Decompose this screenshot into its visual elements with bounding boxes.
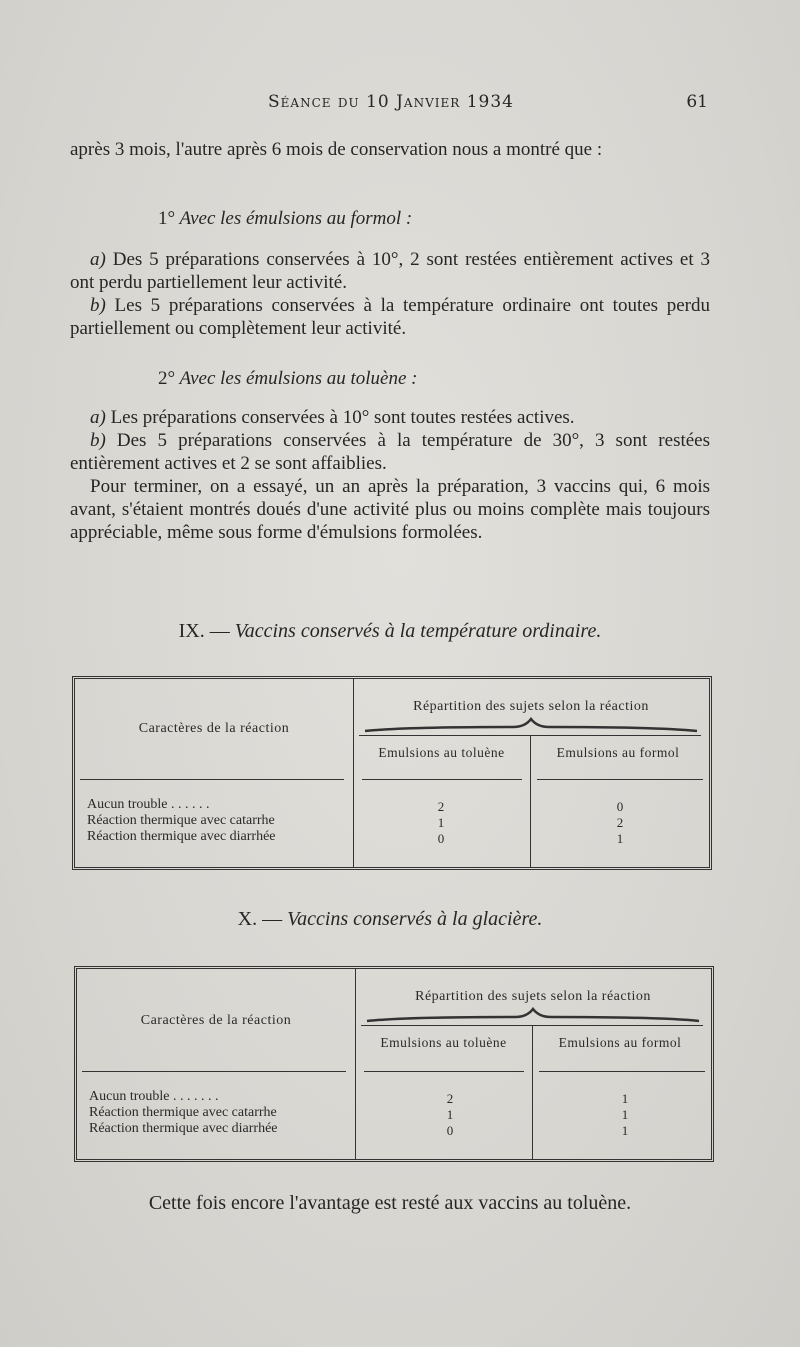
item-label: b) [90, 295, 106, 316]
section1-item-b [70, 294, 710, 340]
header-rule [362, 779, 522, 780]
table9-caption [70, 620, 710, 643]
section2-heading [158, 368, 418, 390]
group-rule [361, 1025, 703, 1026]
table10-toluene-value: 0 [446, 1123, 454, 1138]
section1-body [70, 248, 710, 340]
section2-title: Avec les émulsions au toluène : [179, 368, 418, 389]
table9-row-label: Aucun trouble . . . . . . [87, 797, 210, 812]
brace-icon [363, 717, 699, 735]
table9-formol-value: 2 [616, 815, 624, 830]
conclusion-paragraph: Pour terminer, on a essayé, un an après la préparation, 3 vaccins qui, 6 mois avant, s'étaient montrés doués d'une activité plus ou moins complète mais toujours appréciable, même sous forme d'émulsions formolées. [70, 476, 710, 543]
header-rule [537, 779, 703, 780]
table9-row-label: Réaction thermique avec catarrhe [87, 813, 275, 828]
item-text: Des 5 préparations conservées à la température de 30°, 3 sont restées entièrement actives et 2 se sont affaiblies. [70, 430, 710, 474]
table10-row-label: Réaction thermique avec catarrhe [89, 1105, 277, 1120]
section2-number: 2° [158, 368, 176, 389]
section1-heading [158, 208, 412, 230]
section1-number: 1° [158, 208, 176, 229]
section1-item-a [70, 248, 710, 294]
header-rule [364, 1071, 524, 1072]
table9-formol-value: 0 [616, 799, 624, 814]
table10-row-label: Aucun trouble . . . . . . . [89, 1089, 219, 1104]
table10-toluene-value: 2 [446, 1091, 454, 1106]
intro-text: après 3 mois, l'autre après 6 mois de conservation nous a montré que : [70, 139, 603, 160]
item-text: Les 5 préparations conservées à la température ordinaire ont toutes perdu partiellement ou complètement leur activité. [70, 295, 711, 339]
item-label: a) [90, 249, 106, 270]
table10-col-caracteres: Caractères de la réaction [140, 1013, 292, 1028]
table10-col-toluene: Emulsions au toluène [380, 1035, 507, 1050]
table10-formol-value: 1 [621, 1123, 629, 1138]
table10-toluene-value: 1 [446, 1107, 454, 1122]
table9-col-toluene: Emulsions au toluène [378, 745, 505, 760]
table10-number: X. — [237, 908, 283, 930]
table10-caption [70, 908, 710, 931]
table9-formol-value: 1 [616, 831, 624, 846]
table10-col-formol: Emulsions au formol [558, 1035, 682, 1050]
brace-icon [365, 1007, 701, 1025]
table9 [72, 676, 712, 870]
table9-title: Vaccins conservés à la température ordinaire. [234, 620, 602, 642]
table10 [74, 966, 714, 1162]
table9-col-caracteres: Caractères de la réaction [138, 721, 290, 736]
item-text: Les préparations conservées à 10° sont toutes restées actives. [110, 407, 575, 428]
table10-row-label: Réaction thermique avec diarrhée [89, 1121, 278, 1136]
item-label: a) [90, 407, 106, 428]
section2-item-b [70, 429, 710, 475]
intro-paragraph [70, 138, 710, 161]
table9-toluene-value: 1 [437, 815, 445, 830]
page-number: 61 [686, 92, 708, 112]
table10-col-group: Répartition des sujets selon la réaction [415, 989, 651, 1004]
running-header [70, 92, 712, 118]
section1-title: Avec les émulsions au formol : [179, 208, 413, 229]
table9-number: IX. — [178, 620, 230, 642]
item-label: b) [90, 430, 106, 451]
header-rule [80, 779, 344, 780]
section2-item-a [70, 406, 710, 429]
table9-row-label: Réaction thermique avec diarrhée [87, 829, 276, 844]
table9-toluene-value: 2 [437, 799, 445, 814]
header-title: Séance du 10 Janvier 1934 [268, 92, 514, 112]
header-rule [539, 1071, 705, 1072]
table9-col-formol: Emulsions au formol [556, 745, 680, 760]
header-rule [82, 1071, 346, 1072]
table10-formol-value: 1 [621, 1107, 629, 1122]
section2-body [70, 406, 710, 544]
item-text: Des 5 préparations conservées à 10°, 2 sont restées entièrement actives et 3 ont perdu partiellement leur activité. [70, 249, 710, 293]
table10-formol-value: 1 [621, 1091, 629, 1106]
table10-title: Vaccins conservés à la glacière. [287, 908, 543, 930]
closing-sentence: Cette fois encore l'avantage est resté aux vaccins au toluène. [148, 1192, 632, 1214]
group-rule [359, 735, 701, 736]
table9-col-group: Répartition des sujets selon la réaction [413, 699, 649, 714]
table9-toluene-value: 0 [437, 831, 445, 846]
